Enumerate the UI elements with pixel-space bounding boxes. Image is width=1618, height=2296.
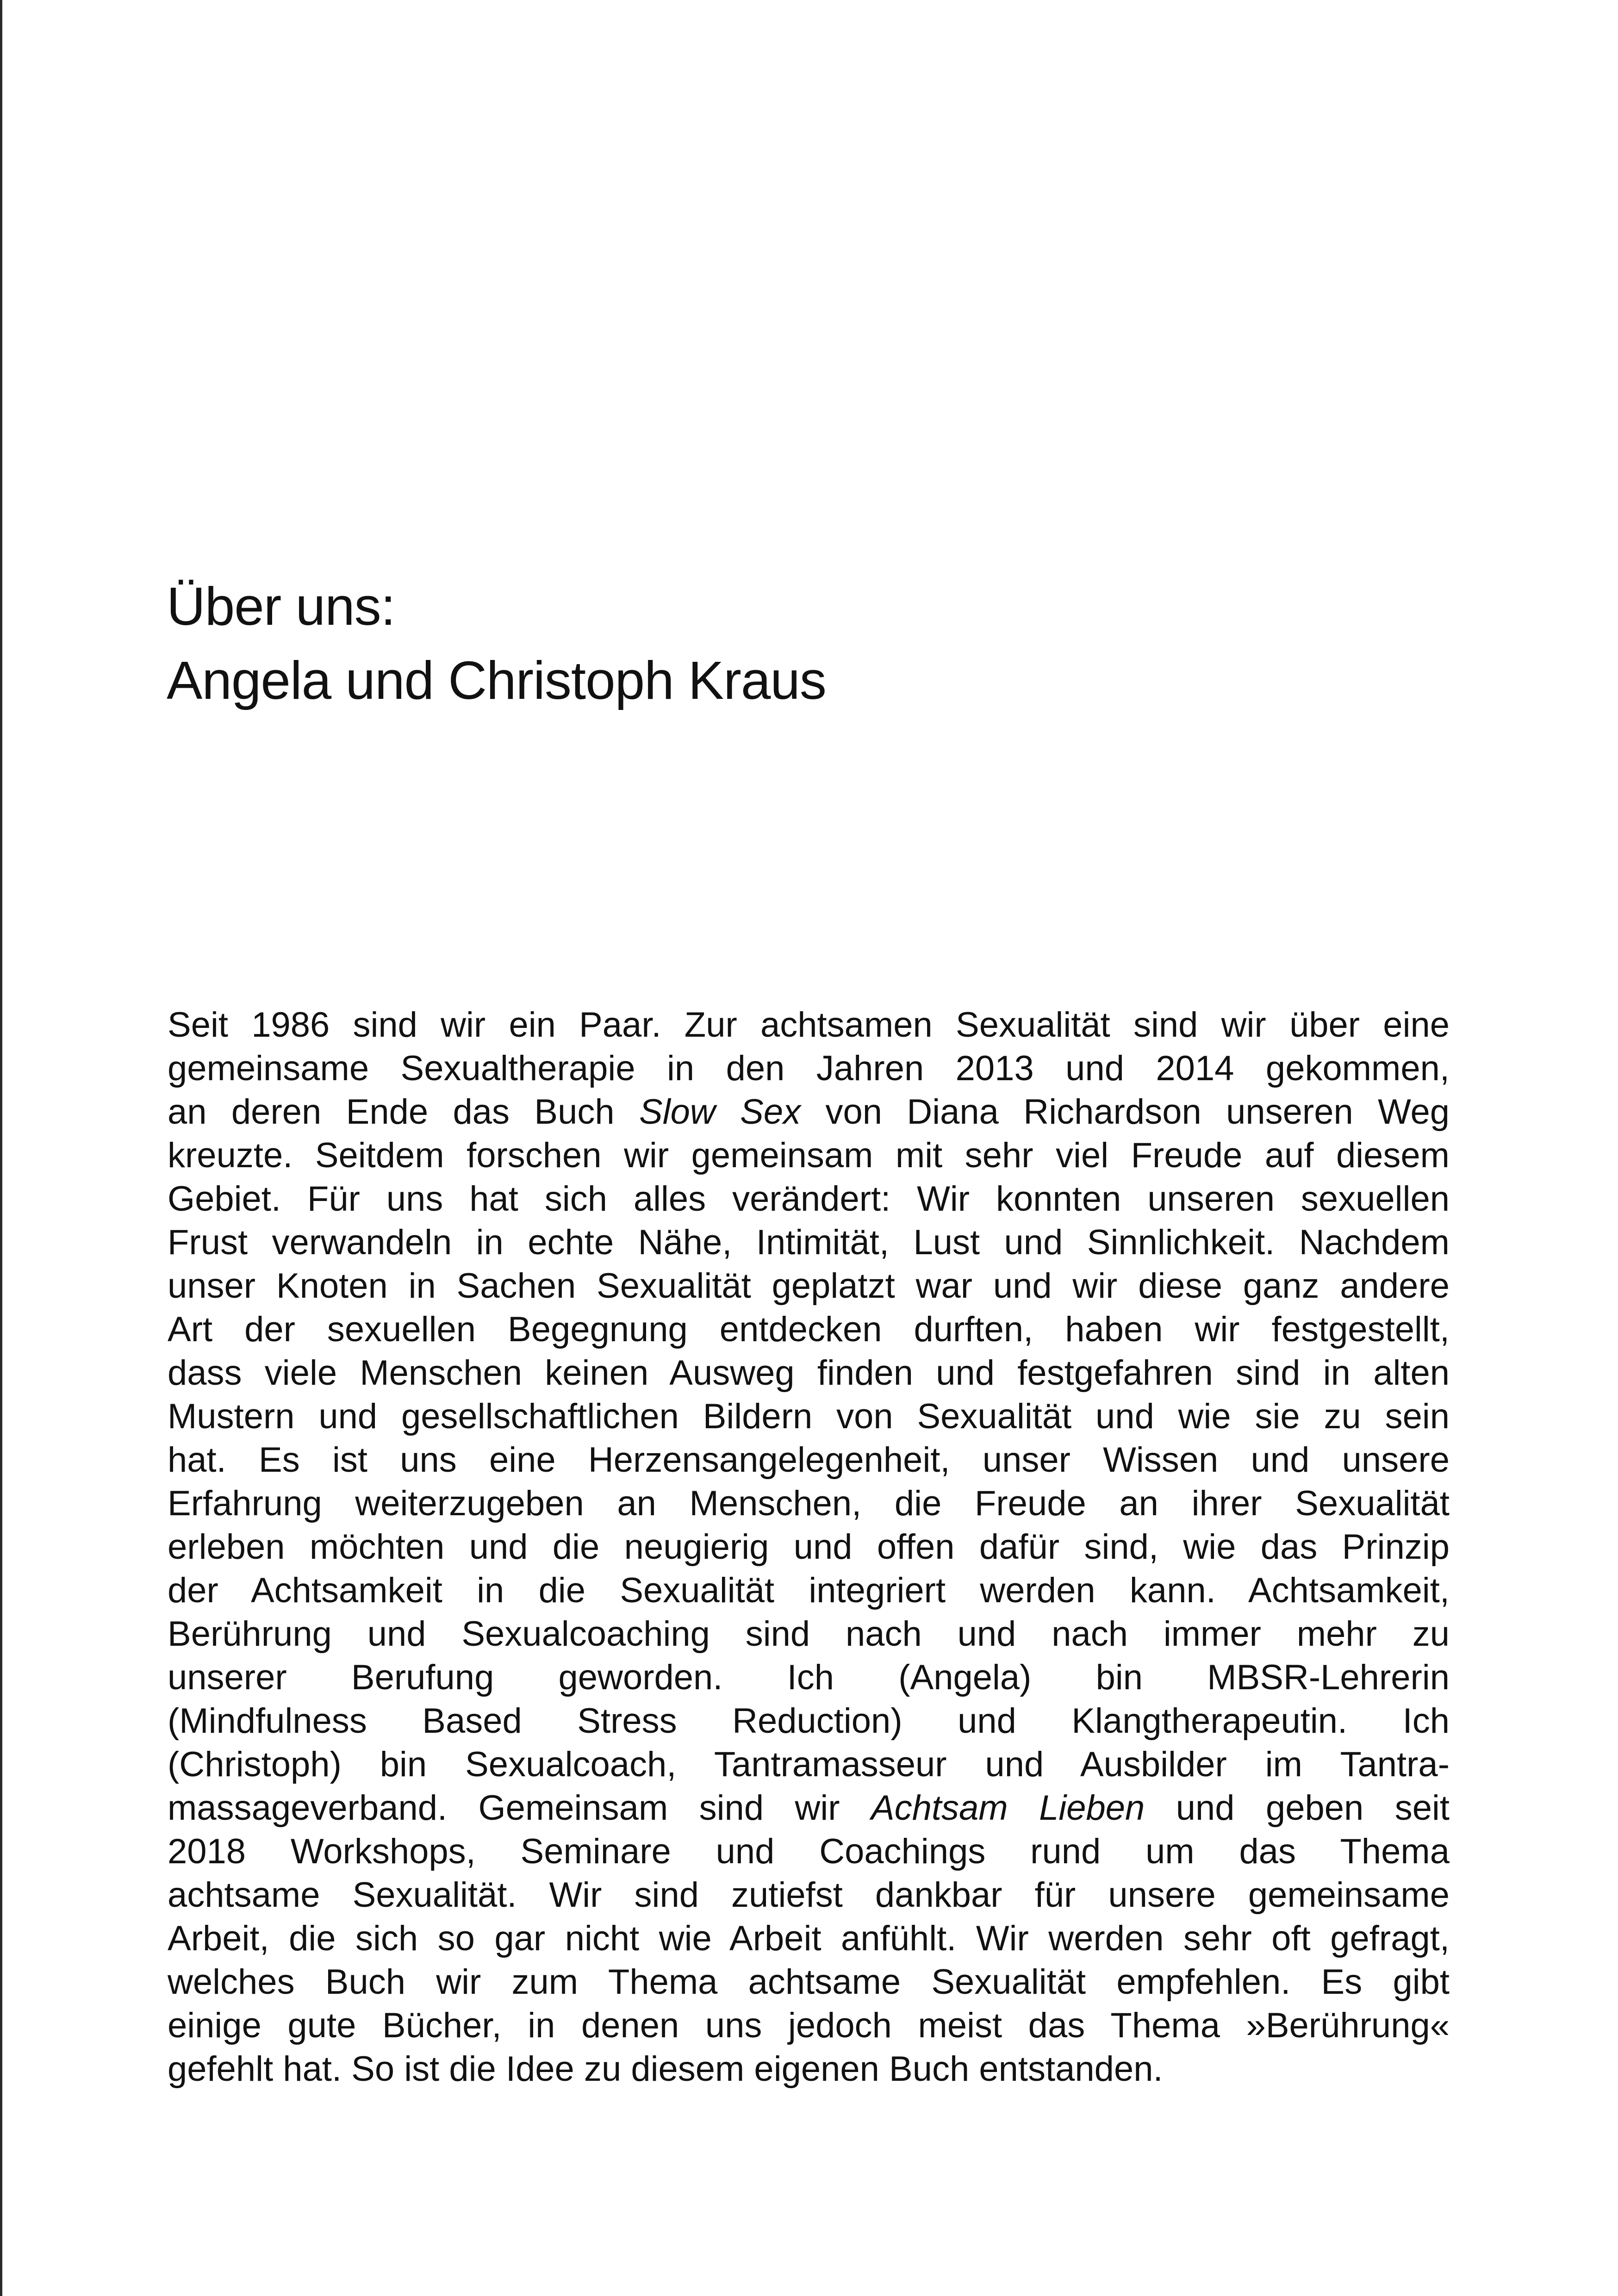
body-line xyxy=(168,1569,1450,1612)
body-text-segment: Art der sexuellen Begegnung entdecken durften, haben wir festgestellt, xyxy=(168,1310,1450,1349)
page-title xyxy=(167,569,1462,717)
body-text-segment: erleben möchten und die neugierig und offen dafür sind, wie das Prinzip xyxy=(168,1527,1450,1567)
body-text-segment: Mustern und gesellschaftlichen Bildern von Sexualität und wie sie zu sein xyxy=(168,1397,1450,1436)
body-line xyxy=(168,1960,1450,2004)
body-text-segment: (Christoph) bin Sexualcoach, Tantramasseur und Ausbilder im Tantra- xyxy=(168,1745,1450,1784)
body-line xyxy=(168,1612,1450,1656)
title-line-1: Über uns: xyxy=(167,576,395,636)
page-edge-line xyxy=(0,0,2,2296)
body-text-segment: Arbeit, die sich so gar nicht wie Arbeit anfühlt. Wir werden sehr oft gefragt, xyxy=(168,1919,1450,1958)
body-text-segment: 2018 Workshops, Seminare und Coachings rund um das Thema xyxy=(168,1832,1450,1871)
body-text-segment: Gebiet. Für uns hat sich alles verändert: Wir konnten unseren sexuellen xyxy=(168,1179,1450,1219)
body-text-segment: Berührung und Sexualcoaching sind nach und nach immer mehr zu xyxy=(168,1614,1450,1654)
body-text-segment: hat. Es ist uns eine Herzensangelegenheit, unser Wissen und unsere xyxy=(168,1440,1450,1480)
body-line xyxy=(168,1786,1450,1830)
body-line xyxy=(168,1830,1450,1873)
body-line xyxy=(168,1482,1450,1525)
body-line xyxy=(168,1873,1450,1917)
body-text-segment: kreuzte. Seitdem forschen wir gemeinsam mit sehr viel Freude auf diesem xyxy=(168,1136,1450,1175)
body-text-segment: an deren Ende das Buch xyxy=(168,1092,640,1132)
body-text-segment: gemeinsame Sexualtherapie in den Jahren 2013 und 2014 gekommen, xyxy=(168,1049,1450,1088)
body-line xyxy=(168,1003,1450,1047)
body-line xyxy=(168,1264,1450,1308)
body-line xyxy=(168,1090,1450,1134)
body-text-segment: massageverband. Gemeinsam sind wir xyxy=(168,1788,871,1828)
book-title-italic: Slow Sex xyxy=(639,1092,801,1132)
body-text-segment: Frust verwandeln in echte Nähe, Intimität, Lust und Sinnlichkeit. Nachdem xyxy=(168,1223,1450,1262)
body-text-segment: unserer Berufung geworden. Ich (Angela) bin MBSR-Lehrerin xyxy=(168,1658,1450,1697)
body-line xyxy=(168,2004,1450,2047)
book-title-italic: Achtsam Lieben xyxy=(871,1788,1145,1828)
body-text-segment: von Diana Richardson unseren Weg xyxy=(801,1092,1450,1132)
body-text-segment: unser Knoten in Sachen Sexualität geplatzt war und wir diese ganz andere xyxy=(168,1266,1450,1306)
body-line xyxy=(168,1395,1450,1438)
body-text-segment: welches Buch wir zum Thema achtsame Sexualität empfehlen. Es gibt xyxy=(168,1962,1450,2002)
body-text-segment: der Achtsamkeit in die Sexualität integriert werden kann. Achtsamkeit, xyxy=(168,1571,1450,1610)
body-line xyxy=(168,1351,1450,1395)
body-line xyxy=(168,1047,1450,1090)
body-line xyxy=(168,1699,1450,1743)
title-line-2: Angela und Christoph Kraus xyxy=(167,650,826,710)
body-paragraph xyxy=(168,1003,1450,2091)
body-line xyxy=(168,1438,1450,1482)
body-text-segment: gefehlt hat. So ist die Idee zu diesem eigenen Buch entstanden. xyxy=(168,2049,1163,2089)
body-text-segment: (Mindfulness Based Stress Reduction) und Klangtherapeutin. Ich xyxy=(168,1701,1450,1741)
body-text-segment: achtsame Sexualität. Wir sind zutiefst dankbar für unsere gemeinsame xyxy=(168,1875,1450,1915)
body-text-segment: Erfahrung weiterzugeben an Menschen, die Freude an ihrer Sexualität xyxy=(168,1484,1450,1523)
body-line xyxy=(168,1134,1450,1177)
body-text-segment: dass viele Menschen keinen Ausweg finden und festgefahren sind in alten xyxy=(168,1353,1450,1393)
body-text-segment: und geben seit xyxy=(1145,1788,1450,1828)
body-line xyxy=(168,1308,1450,1351)
body-line xyxy=(168,1917,1450,1960)
body-text-segment: Seit 1986 sind wir ein Paar. Zur achtsamen Sexualität sind wir über eine xyxy=(168,1005,1450,1045)
body-line xyxy=(168,2047,1450,2091)
body-line xyxy=(168,1221,1450,1264)
body-line xyxy=(168,1656,1450,1699)
body-line xyxy=(168,1525,1450,1569)
body-line xyxy=(168,1177,1450,1221)
body-text-segment: einige gute Bücher, in denen uns jedoch meist das Thema »Berührung« xyxy=(168,2006,1450,2045)
body-line xyxy=(168,1743,1450,1786)
